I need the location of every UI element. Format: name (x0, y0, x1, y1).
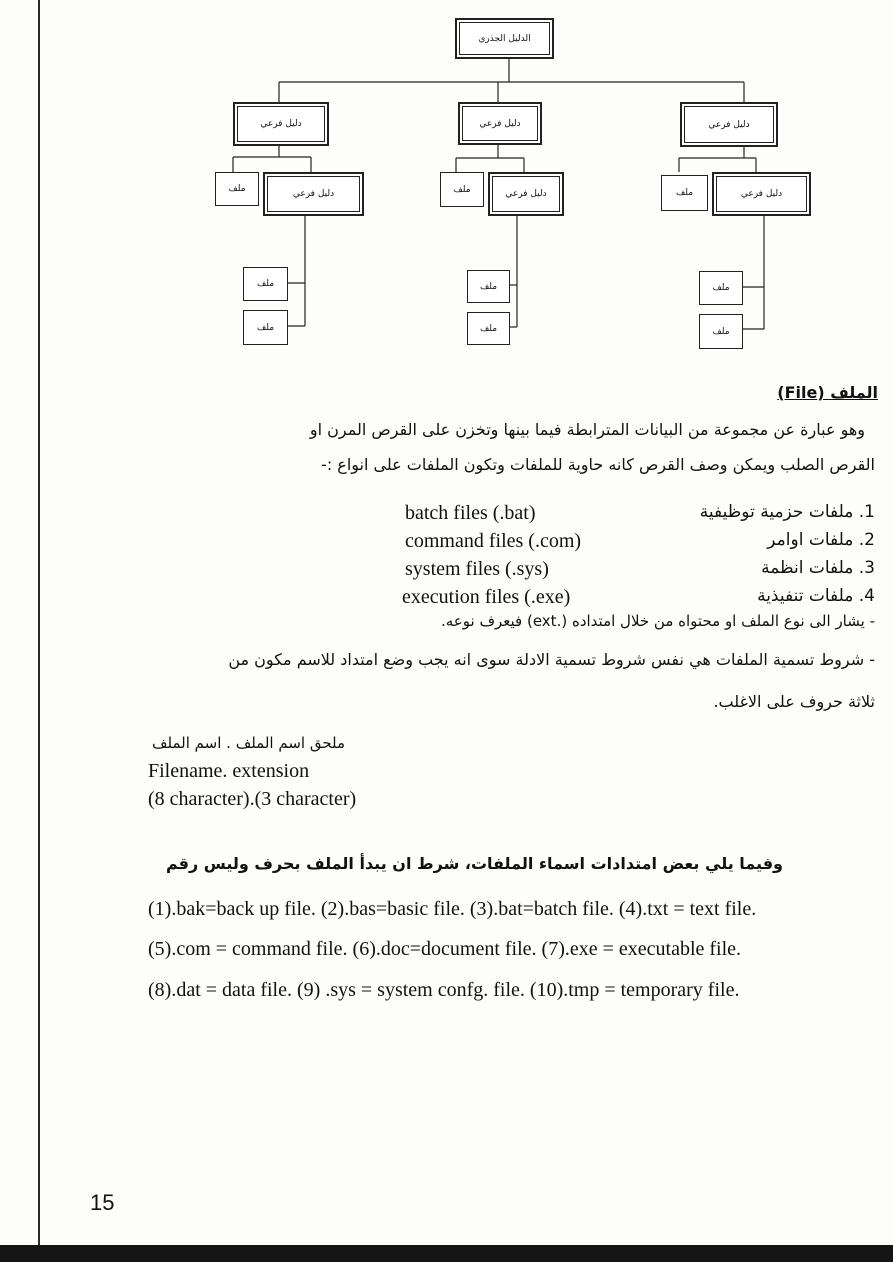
filename-format-arabic: ملحق اسم الملف . اسم الملف (152, 734, 346, 752)
subdirectory-node: دليل فرعي (233, 102, 329, 146)
file-type-english: system files (.sys) (405, 558, 549, 580)
scan-bottom-edge (0, 1245, 893, 1262)
extension-note: - يشار الى نوع الملف او محتواه من خلال امتداده (.ext) فيعرف نوعه. (441, 612, 875, 630)
file-node: ملف (215, 172, 259, 206)
extensions-heading: وفيما يلي بعض امتدادات اسماء الملفات، شرط ان يبدأ الملف بحرف وليس رقم (165, 854, 783, 873)
subdirectory-node: دليل فرعي (680, 102, 778, 147)
file-type-arabic: 2. ملفات اوامر (767, 530, 875, 550)
list-item (0, 558, 893, 585)
extensions-line: (1).bak=back up file. (2).bas=basic file. (3).bat=batch file. (4).txt = text file. (148, 898, 757, 920)
page-number: 15 (90, 1190, 115, 1215)
file-node: ملف (661, 175, 708, 211)
root-directory-node: الدليل الجذري (455, 18, 554, 59)
file-node: ملف (699, 314, 743, 349)
file-node: ملف (467, 270, 510, 303)
filename-format-lengths: (8 character).(3 character) (148, 788, 357, 810)
list-item (0, 586, 893, 613)
subdirectory-node: دليل فرعي (458, 102, 542, 145)
directory-tree-diagram (0, 0, 893, 360)
file-type-arabic: 4. ملفات تنفيذية (757, 586, 875, 606)
file-node: ملف (243, 267, 288, 301)
file-type-english: batch files (.bat) (405, 502, 536, 524)
file-node: ملف (467, 312, 510, 345)
naming-rule-note-cont: ثلاثة حروف على الاغلب. (713, 692, 875, 711)
file-type-arabic: 3. ملفات انظمة (761, 558, 875, 578)
extensions-line: (8).dat = data file. (9) .sys = system confg. file. (10).tmp = temporary file. (148, 979, 740, 1001)
subdirectory-node: دليل فرعي (263, 172, 364, 216)
file-node: ملف (699, 271, 743, 305)
file-type-english: command files (.com) (405, 530, 582, 552)
intro-line-1: وهو عبارة عن مجموعة من البيانات المترابطة فيما بينها وتخزن على القرص المرن او (309, 420, 865, 439)
list-item (0, 530, 893, 557)
filename-format-english: Filename. extension (148, 760, 310, 782)
intro-line-2: القرص الصلب ويمكن وصف القرص كانه حاوية للملفات وتكون الملفات على انواع :- (321, 455, 875, 474)
naming-rule-note: - شروط تسمية الملفات هي نفس شروط تسمية الادلة سوى انه يجب وضع امتداد للاسم مكون من (228, 650, 875, 669)
section-heading: الملف (File) (777, 383, 878, 402)
subdirectory-node: دليل فرعي (488, 172, 564, 216)
extensions-line: (5).com = command file. (6).doc=document file. (7).exe = executable file. (148, 938, 742, 960)
file-type-english: execution files (.exe) (402, 586, 571, 608)
list-item (0, 502, 893, 529)
file-node: ملف (243, 310, 288, 345)
subdirectory-node: دليل فرعي (712, 172, 811, 216)
file-type-arabic: 1. ملفات حزمية توظيفية (699, 502, 875, 522)
file-node: ملف (440, 172, 484, 207)
